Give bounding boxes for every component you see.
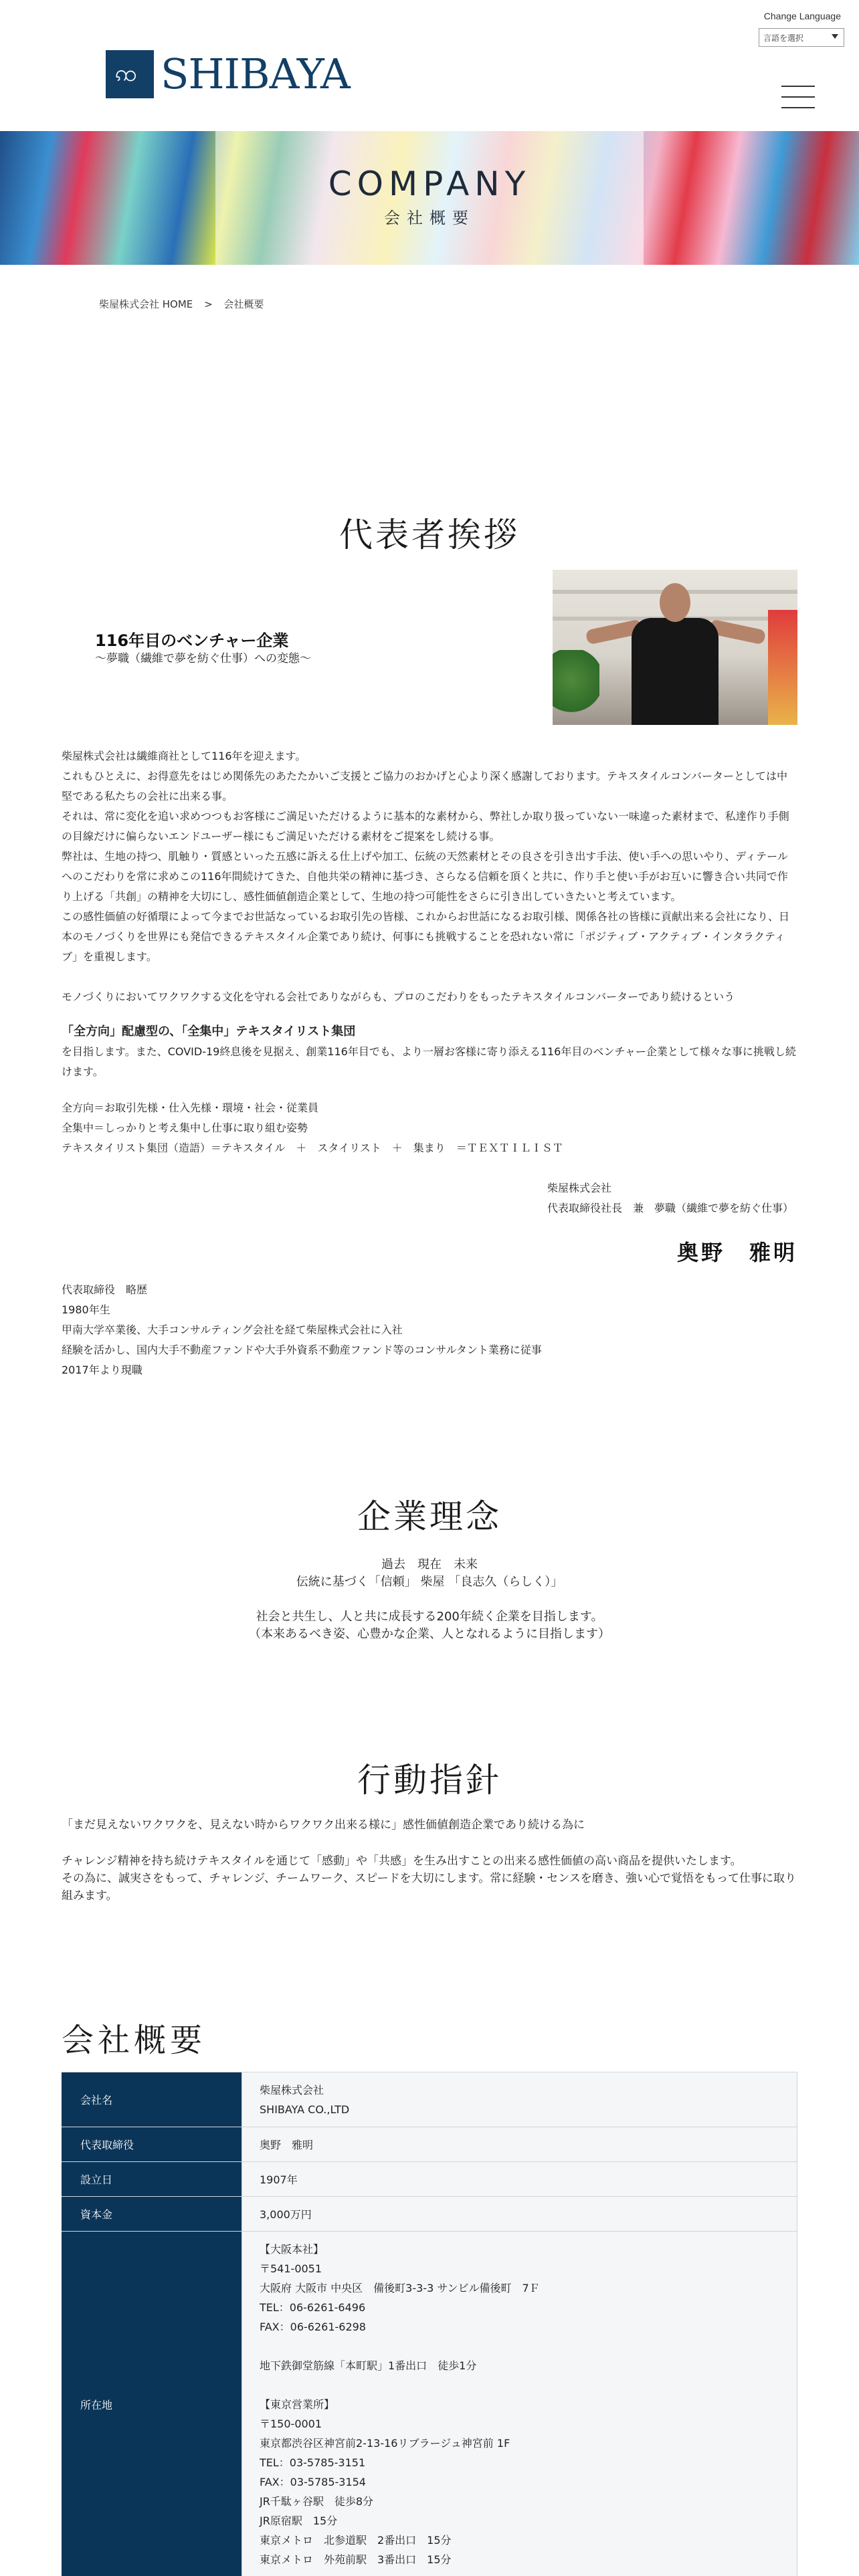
table-header-cell: 資本金 — [62, 2197, 242, 2231]
breadcrumb-current: 会社概要 — [223, 298, 264, 310]
signature-company: 柴屋株式会社 — [547, 1182, 612, 1194]
cell-line: 【東京営業所】 — [260, 2398, 335, 2411]
monozukuri-text: モノづくりにおいてワクワクする文化を守れる会社でありながらも、プロのこだわりをもったテキスタイルコンバーターであり続けるという — [62, 990, 735, 1003]
company-overview-table — [62, 2072, 797, 2576]
guidelines-text: チャレンジ精神を持ち続けテキスタイルを通じて「感動」や「共感」を生み出すことの出来る感性価値の高い商品を提供いたします。 — [62, 1854, 742, 1868]
table-value-cell — [242, 2072, 797, 2127]
greeting-paragraph: 柴屋株式会社は繊維商社として116年を迎えます。 — [62, 750, 306, 762]
greeting-section-title: 代表者挨拶 — [339, 516, 520, 554]
cell-line: 地下鉄御堂筋線「本町駅」1番出口 徒歩1分 — [260, 2359, 477, 2372]
plant-image — [553, 650, 599, 725]
table-row — [62, 2197, 797, 2232]
president-photo — [553, 570, 797, 725]
definition-item: 全集中＝しっかりと考え集中し仕事に取り組む姿勢 — [62, 1121, 308, 1134]
hero-title: COMPANY — [328, 165, 531, 203]
greeting-paragraph: この感性価値の好循環によって今までお世話なっているお取引先の皆様、これからお世話になるお取引様、関係各社の皆様に貢献出来る会社になり、日本のモノづくりを世界にも発信できるテキスタイル企業であり続け、何事にも挑戦することを恐れない常に「ポジティブ・アクティブ・インタラクティブ」を重視します。 — [62, 910, 790, 963]
greeting-paragraph: 弊社は、生地の持つ、肌触り・質感といった五感に訴える仕上げや加工、伝統の天然素材とその良さを引き出す手法、使い手への思いやり、ディテールへのこだわりを常に求めこの116年間続けてきた、自他共栄の精神に基づき、さらなる信頼を頂くと共に、作り手と使い手がお互いに響き合い共同で作り上げる「共創」の精神を大切にし、感性価値創造企業として、生地の持つ可能性をさらに引き出していきたいと考えています。 — [62, 850, 788, 903]
fabric-image — [768, 610, 797, 725]
career-item: 1980年生 — [62, 1303, 110, 1316]
philosophy-section-title: 企業理念 — [357, 1497, 502, 1536]
change-language-label: Change Language — [763, 11, 841, 21]
table-value-cell — [242, 2232, 797, 2576]
greeting-heading: 116年目のベンチャー企業 — [95, 631, 289, 650]
greeting-body — [62, 746, 797, 967]
signature-name: 奥野 雅明 — [676, 1240, 797, 1265]
greeting-paragraph: それは、常に変化を追い求めつつもお客様にご満足いただけるように基本的な素材から、弊社しか取り扱っていない一味違った素材まで、私達作り手側の目線だけに偏らないエンドユーザー様にもご満足いただける素材をご提案をし続ける事。 — [62, 810, 789, 843]
cell-line: 〒150-0001 — [260, 2418, 322, 2430]
philosophy-line: 社会と共生し、人と共に成長する200年続く企業を目指します。 — [256, 1610, 603, 1624]
breadcrumb-home-link[interactable]: 柴屋株式会社 HOME — [99, 298, 193, 310]
cell-line — [260, 2375, 779, 2395]
table-row — [62, 2072, 797, 2127]
philosophy-line: 過去 現在 未来 — [381, 1558, 478, 1572]
hamburger-menu-icon[interactable] — [781, 86, 815, 112]
cell-line: 東京メトロ 北参道駅 2番出口 15分 — [260, 2534, 452, 2547]
table-header-cell: 会社名 — [62, 2072, 242, 2127]
career-list — [62, 1280, 797, 1380]
logo-emblem-icon: ꩡ — [106, 50, 154, 98]
site-header — [0, 0, 859, 131]
strategy-text: を目指します。また、COVID-19終息後を見据え、創業116年目でも、より一層お客様に寄り添える116年目のベンチャー企業として様々な事に挑戦し続けます。 — [62, 1045, 796, 1078]
cell-line: TEL：06-6261-6496 — [260, 2301, 366, 2314]
cell-line: 東京メトロ 外苑前駅 3番出口 15分 — [260, 2553, 452, 2566]
cell-line: 1907年 — [260, 2173, 298, 2186]
table-row — [62, 2232, 797, 2576]
cell-line: 柴屋株式会社 — [260, 2084, 324, 2097]
language-select[interactable] — [759, 28, 844, 47]
greeting-paragraph: これもひとえに、お得意先をはじめ関係先のあたたかいご支援とご協力のおかげと心より深く感謝しております。テキスタイルコンバーターとしては中堅である私たちの会社に出来る事。 — [62, 770, 787, 802]
greeting-subheading: 〜夢職（繊維で夢を紡ぐ仕事）への変態〜 — [95, 652, 311, 665]
cell-line: SHIBAYA CO.,LTD — [260, 2103, 350, 2116]
table-header-cell: 代表取締役 — [62, 2127, 242, 2161]
philosophy-line: 伝統に基づく「信頼」 柴屋 「良志久（らしく）」 — [296, 1575, 563, 1589]
career-item: 甲南大学卒業後、大手コンサルティング会社を経て柴屋株式会社に入社 — [62, 1323, 403, 1336]
logo[interactable] — [106, 49, 350, 98]
hero-banner — [0, 131, 859, 265]
cell-line: 〒541-0051 — [260, 2262, 322, 2275]
table-value-cell — [242, 2197, 797, 2231]
table-header-cell: 設立日 — [62, 2162, 242, 2196]
cell-line: FAX：06-6261-6298 — [260, 2321, 366, 2333]
cell-line: 奥野 雅明 — [260, 2139, 314, 2151]
hero-subtitle: 会社概要 — [384, 209, 475, 227]
definition-item: 全方向＝お取引先様・仕入先様・環境・社会・従業員 — [62, 1101, 319, 1114]
definitions-list — [62, 1098, 797, 1158]
guidelines-section-title: 行動指針 — [357, 1761, 502, 1800]
career-item: 経験を活かし、国内大手不動産ファンドや大手外資系不動産ファンド等のコンサルタント業務に従事 — [62, 1344, 542, 1356]
breadcrumb — [99, 297, 264, 311]
definition-item: テキスタイリスト集団（造語）＝テキスタイル ＋ スタイリスト ＋ 集まり ＝ＴＥＸＴＩＬＩＳＴ — [62, 1142, 563, 1154]
table-value-cell — [242, 2162, 797, 2196]
table-row — [62, 2162, 797, 2197]
breadcrumb-separator: > — [204, 298, 213, 310]
strategy-block — [62, 1022, 797, 1082]
cell-line: 3,000万円 — [260, 2208, 312, 2221]
career-item: 2017年より現職 — [62, 1364, 142, 1376]
signature-block — [547, 1178, 793, 1218]
table-header-cell: 所在地 — [62, 2232, 242, 2576]
cell-line: 東京都渋谷区神宮前2-13-16リブラージュ神宮前 1F — [260, 2437, 510, 2450]
philosophy-line: （本来あるべき姿、心豊かな企業、人となれるように目指します） — [249, 1627, 610, 1641]
signature-title: 代表取締役社長 兼 夢職（繊維で夢を紡ぐ仕事） — [547, 1202, 794, 1214]
cell-line: JR原宿駅 15分 — [260, 2514, 338, 2527]
logo-text: SHIBAYA — [161, 49, 350, 98]
cell-line: JR千駄ヶ谷駅 徒歩8分 — [260, 2495, 374, 2508]
cell-line: TEL：03-5785-3151 — [260, 2456, 366, 2469]
cell-line — [260, 2337, 779, 2356]
table-value-cell — [242, 2127, 797, 2161]
cell-line: FAX：03-5785-3154 — [260, 2476, 366, 2488]
career-item: 代表取締役 略歴 — [62, 1283, 148, 1296]
guidelines-text: その為に、誠実さをもって、チャレンジ、チームワーク、スピードを大切にします。常に経験・センスを磨き、強い心で覚悟をもって仕事に取り組みます。 — [62, 1872, 797, 1903]
cell-line: 【大阪本社】 — [260, 2243, 324, 2256]
guidelines-lead: 「まだ見えないワクワクを、見えない時からワクワク出来る様に」感性価値創造企業であり続ける為に — [62, 1818, 585, 1832]
language-select-value: 言語を選択 — [763, 33, 804, 43]
table-row — [62, 2127, 797, 2162]
strategy-heading: 「全方向」配慮型の、「全集中」テキスタイリスト集団 — [62, 1025, 356, 1039]
cell-line: 大阪府 大阪市 中央区 備後町3-3-3 サンビル備後町 7Ｆ — [260, 2282, 540, 2294]
overview-title: 会社概要 — [62, 2022, 207, 2059]
chevron-down-icon — [832, 34, 838, 39]
guidelines-body — [62, 1852, 797, 1905]
